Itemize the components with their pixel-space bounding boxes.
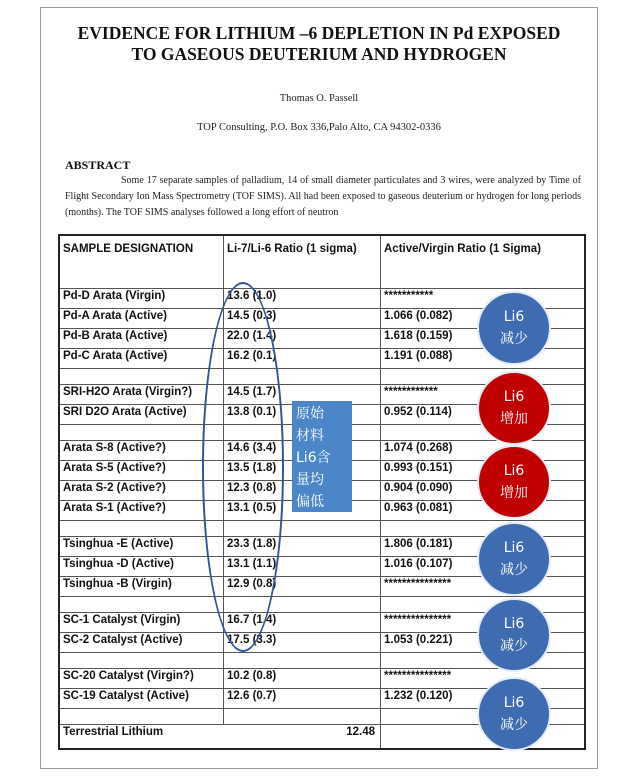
badge-line-2: 减少 [500, 562, 528, 578]
abstract-text: Some 17 separate samples of palladium, 14 of small diameter particulates and 3 wires, were analyzed by Time of Flight Secondary Ion Mass Spectrometry (TOF SIMS). All had been exposed to gaseous deuterium or hydrogen for long periods (months). The TOF SIMS analyses followed a long effort of neutron [65, 175, 581, 218]
table-spacer-row [60, 424, 584, 440]
active-virgin-cell: 1.618 (0.159) [384, 330, 453, 342]
sample-cell: Arata S-5 (Active?) [60, 461, 224, 480]
sample-cell: Pd-D Arata (Virgin) [60, 289, 224, 308]
title-line-2: TO GASEOUS DEUTERIUM AND HYDROGEN [131, 44, 507, 64]
active-virgin-cell: *********** [384, 290, 434, 302]
table-row [60, 384, 584, 404]
data-table [58, 234, 586, 750]
active-virgin-cell: 0.952 (0.114) [384, 406, 452, 418]
table-row [60, 576, 584, 596]
sample-cell [60, 369, 224, 384]
badge-line-1: Li6 [503, 389, 525, 405]
terrestrial-label: Terrestrial Lithium [63, 726, 164, 738]
active-virgin-cell [381, 709, 584, 724]
li-ratio-cell: 12.6 (0.7) [224, 689, 381, 708]
sample-cell: Pd-B Arata (Active) [60, 329, 224, 348]
active-virgin-cell [381, 521, 584, 536]
active-virgin-cell: *************** [384, 578, 452, 590]
sample-cell: SRI-H2O Arata (Virgin?) [60, 385, 224, 404]
li-ratio-cell [224, 521, 381, 536]
table-header-row [60, 236, 584, 288]
active-virgin-cell: 1.074 (0.268) [384, 442, 453, 454]
li-ratio-cell: 13.8 (0.1) [224, 405, 381, 424]
li-ratio-cell: 14.5 (0.3) [224, 309, 381, 328]
paper-title [41, 23, 597, 65]
active-virgin-cell: 1.191 (0.088) [384, 350, 453, 362]
author: Thomas O. Passell [279, 93, 359, 104]
badge-line-1: Li6 [503, 540, 525, 556]
active-virgin-cell: 0.963 (0.081) [384, 502, 453, 514]
active-virgin-cell: ************ [384, 386, 438, 398]
sample-cell: SC-1 Catalyst (Virgin) [60, 613, 224, 632]
sample-cell: Arata S-8 (Active?) [60, 441, 224, 460]
table-row [60, 668, 584, 688]
title-line-1: EVIDENCE FOR LITHIUM –6 DEPLETION IN Pd EXPOSED [77, 23, 561, 43]
table-row [60, 328, 584, 348]
li-ratio-cell [224, 369, 381, 384]
badge-line-2: 增加 [500, 485, 528, 501]
sample-cell: Arata S-1 (Active?) [60, 501, 224, 520]
table-row [60, 308, 584, 328]
badge-line-2: 减少 [500, 331, 528, 347]
table-row [60, 288, 584, 308]
table-row [60, 536, 584, 556]
sample-cell: Pd-A Arata (Active) [60, 309, 224, 328]
badge-line-2: 减少 [500, 638, 528, 654]
header-active-virgin: Active/Virgin Ratio (1 Sigma) [384, 243, 541, 255]
li-ratio-cell: 12.3 (0.8) [224, 481, 381, 500]
affiliation: TOP Consulting, P.O. Box 336,Palo Alto, CA 94302-0336 [197, 122, 441, 133]
terrestrial-empty [381, 725, 584, 748]
sample-cell: SC-20 Catalyst (Virgin?) [60, 669, 224, 688]
active-virgin-cell: 1.066 (0.082) [384, 310, 453, 322]
active-virgin-cell [381, 653, 584, 668]
li-ratio-cell: 10.2 (0.8) [224, 669, 381, 688]
li-ratio-cell [224, 709, 381, 724]
terrestrial-value: 12.48 [346, 726, 375, 738]
li-ratio-cell: 12.9 (0.8) [224, 577, 381, 596]
sample-cell: Tsinghua -D (Active) [60, 557, 224, 576]
table-row [60, 440, 584, 460]
header-li-ratio: Li-7/Li-6 Ratio (1 sigma) [224, 236, 381, 288]
table-spacer-row [60, 708, 584, 724]
table-spacer-row [60, 520, 584, 536]
document-page [40, 7, 598, 769]
badge-line-1: Li6 [503, 463, 525, 479]
li-ratio-cell: 14.6 (3.4) [224, 441, 381, 460]
sample-cell [60, 653, 224, 668]
table-spacer-row [60, 368, 584, 384]
li-ratio-cell: 23.3 (1.8) [224, 537, 381, 556]
sample-cell [60, 425, 224, 440]
li-ratio-cell [224, 425, 381, 440]
active-virgin-cell: *************** [384, 614, 452, 626]
sample-cell: Arata S-2 (Active?) [60, 481, 224, 500]
badge-line-1: Li6 [503, 309, 525, 325]
table-row [60, 404, 584, 424]
table-row [60, 460, 584, 480]
abstract-heading: ABSTRACT [65, 158, 131, 172]
table-row [60, 480, 584, 500]
active-virgin-cell: 0.993 (0.151) [384, 462, 453, 474]
table-row [60, 556, 584, 576]
header-sample: SAMPLE DESIGNATION [60, 236, 224, 288]
terrestrial-row [60, 724, 584, 748]
li-ratio-cell: 16.7 (1.4) [224, 613, 381, 632]
table-body [60, 288, 584, 724]
li-ratio-cell: 13.1 (0.5) [224, 501, 381, 520]
active-virgin-cell [381, 597, 584, 612]
sample-cell [60, 521, 224, 536]
sample-cell: Tsinghua -B (Virgin) [60, 577, 224, 596]
note-line: 原始 [296, 406, 324, 422]
table-row [60, 612, 584, 632]
badge-line-2: 减少 [500, 717, 528, 733]
note-line: Li6含 [296, 450, 331, 466]
badge-line-1: Li6 [503, 695, 525, 711]
active-virgin-cell [381, 425, 584, 440]
active-virgin-cell: 1.806 (0.181) [384, 538, 453, 550]
table-row [60, 348, 584, 368]
li-ratio-cell [224, 597, 381, 612]
li-ratio-cell: 13.5 (1.8) [224, 461, 381, 480]
table-spacer-row [60, 652, 584, 668]
table-row [60, 632, 584, 652]
note-line: 量均 [296, 472, 324, 488]
sample-cell [60, 709, 224, 724]
active-virgin-cell: 1.016 (0.107) [384, 558, 453, 570]
li-ratio-cell [224, 653, 381, 668]
table-row [60, 500, 584, 520]
active-virgin-cell: *************** [384, 670, 452, 682]
note-line: 偏低 [296, 494, 324, 510]
terrestrial-cell [60, 725, 381, 748]
table-row [60, 688, 584, 708]
sample-cell: SC-2 Catalyst (Active) [60, 633, 224, 652]
sample-cell: SC-19 Catalyst (Active) [60, 689, 224, 708]
sample-cell: Tsinghua -E (Active) [60, 537, 224, 556]
li-ratio-cell: 16.2 (0.1) [224, 349, 381, 368]
note-line: 材料 [296, 428, 324, 444]
active-virgin-cell [381, 369, 584, 384]
li-ratio-cell: 14.5 (1.7) [224, 385, 381, 404]
badge-line-2: 增加 [500, 411, 528, 427]
sample-cell: SRI D2O Arata (Active) [60, 405, 224, 424]
active-virgin-cell: 1.232 (0.120) [384, 690, 453, 702]
sample-cell [60, 597, 224, 612]
badge-line-1: Li6 [503, 616, 525, 632]
li-ratio-cell: 22.0 (1.4) [224, 329, 381, 348]
table-spacer-row [60, 596, 584, 612]
sample-cell: Pd-C Arata (Active) [60, 349, 224, 368]
li-ratio-cell: 13.6 (1.0) [224, 289, 381, 308]
active-virgin-cell: 1.053 (0.221) [384, 634, 453, 646]
active-virgin-cell: 0.904 (0.090) [384, 482, 453, 494]
li-ratio-cell: 17.5 (3.3) [224, 633, 381, 652]
li-ratio-cell: 13.1 (1.1) [224, 557, 381, 576]
